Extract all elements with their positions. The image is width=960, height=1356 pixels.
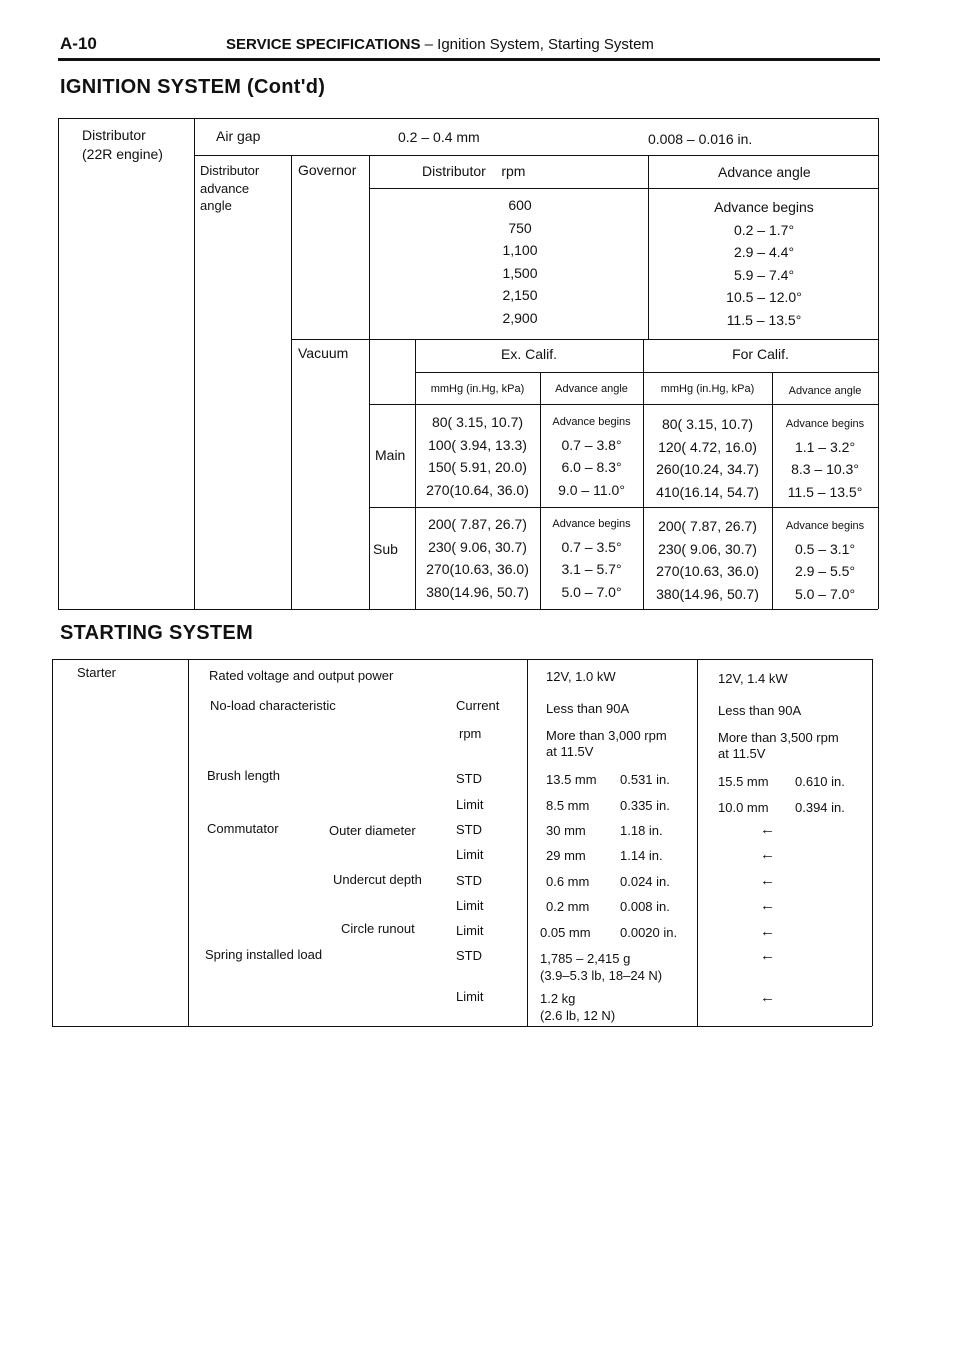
governor-rpm-header: Distributor rpm [422, 163, 526, 179]
pressure-value: 410(16.14, 54.7) [656, 483, 759, 500]
angle-value: 2.9 – 5.5° [794, 563, 856, 579]
pressure-value: 200( 7.87, 26.7) [658, 518, 757, 534]
brush-std-v2a: 15.5 mm [718, 774, 769, 789]
noload-current-sub: Current [456, 698, 500, 713]
spring-std-v1 [540, 950, 662, 984]
spring-limit-sub: Limit [456, 989, 484, 1004]
table-line [58, 609, 878, 610]
angle-value: 0.7 – 3.5° [561, 538, 622, 555]
brush-limit-v1a: 8.5 mm [546, 798, 590, 813]
ignition-section-title: IGNITION SYSTEM (Cont'd) [60, 76, 326, 98]
header-title-rest: – Ignition System, Starting System [420, 36, 654, 53]
angle-value: 8.3 – 10.3° [791, 461, 859, 477]
distributor-label [82, 126, 163, 164]
pressure-value: 230( 9.06, 30.7) [428, 538, 527, 555]
table-line [369, 188, 878, 189]
od-std-v1b: 1.18 in. [620, 823, 663, 838]
sub-ex-angle [540, 513, 643, 603]
angle-value: Advance begins [785, 520, 865, 532]
od-std-sub: STD [456, 822, 482, 837]
component-line: (22R engine) [82, 146, 163, 162]
angle-value: 6.0 – 8.3° [561, 459, 622, 475]
rpm-value: 750 [508, 219, 532, 236]
rated-v1: 12V, 1.0 kW [546, 669, 616, 684]
angle-value: 0.5 – 3.1° [794, 540, 856, 557]
noload-rpm-sub: rpm [459, 726, 482, 741]
table-line [52, 659, 872, 660]
angle-value: 5.0 – 7.0° [794, 585, 856, 602]
value-line: More than 3,000 rpm [546, 728, 667, 743]
value-line: (3.9–5.3 lb, 18–24 N) [540, 968, 663, 983]
advance-line: Distributor [200, 163, 260, 178]
angle-value: 5.0 – 7.0° [561, 583, 622, 600]
brush-std-v1a: 13.5 mm [546, 772, 597, 787]
noload-rpm-v2 [718, 730, 839, 762]
value-line: 1,785 – 2,415 g [540, 951, 631, 966]
ex-calif-header: Ex. Calif. [500, 346, 557, 362]
same-as-left-arrow: ← [760, 846, 775, 863]
angle-value: Advance begins [714, 199, 814, 215]
pressure-value: 230( 9.06, 30.7) [658, 540, 757, 557]
same-as-left-arrow: ← [760, 897, 775, 914]
brush-label: Brush length [207, 768, 280, 783]
main-for-pressure [643, 413, 772, 503]
table-line [58, 118, 878, 119]
noload-current-v2: Less than 90A [718, 703, 802, 718]
governor-angle-header: Advance angle [718, 164, 811, 180]
angle-value: 1.1 – 3.2° [794, 438, 856, 455]
rpm-value: 1,500 [502, 264, 538, 281]
uc-limit-v1b: 0.008 in. [620, 899, 670, 914]
undercut-depth-label: Undercut depth [333, 872, 422, 887]
air-gap-in: 0.008 – 0.016 in. [648, 131, 753, 147]
rated-v2: 12V, 1.4 kW [718, 671, 788, 686]
value-line: at 11.5V [718, 746, 766, 761]
uc-limit-sub: Limit [456, 898, 484, 913]
same-as-left-arrow: ← [760, 947, 775, 964]
noload-label: No-load characteristic [210, 698, 336, 713]
table-line [415, 372, 878, 373]
angle-value: 2.9 – 4.4° [733, 244, 795, 260]
table-line [52, 659, 53, 1026]
table-line [58, 118, 59, 609]
rpm-value: 2,900 [502, 309, 538, 326]
runout-v1b: 0.0020 in. [620, 925, 678, 940]
main-ex-pressure [415, 411, 540, 501]
pressure-value: 380(14.96, 50.7) [656, 585, 759, 602]
value-line: at 11.5V [546, 744, 594, 759]
spring-label: Spring installed load [205, 947, 323, 962]
pressure-value: 100( 3.94, 13.3) [428, 436, 527, 453]
governor-angle-values [694, 196, 834, 331]
rpm-value: 2,150 [502, 287, 538, 303]
table-line [527, 659, 528, 1026]
rpm-value: 600 [508, 197, 532, 213]
for-pressure-subheader: mmHg (in.Hg, kPa) [660, 383, 755, 395]
table-line [872, 659, 873, 1026]
value-line: 1.2 kg [540, 991, 576, 1006]
pressure-value: 150( 5.91, 20.0) [428, 459, 527, 475]
table-line [369, 507, 878, 508]
commutator-label: Commutator [207, 821, 279, 836]
angle-value: Advance begins [552, 416, 631, 428]
pressure-value: 260(10.24, 34.7) [656, 461, 759, 477]
angle-value: 11.5 – 13.5° [787, 483, 863, 500]
table-line [369, 404, 878, 405]
spring-std-sub: STD [456, 948, 482, 963]
noload-rpm-v1 [546, 728, 667, 760]
angle-value: 0.7 – 3.8° [561, 436, 622, 453]
table-line [291, 155, 292, 609]
table-line [697, 659, 698, 1026]
air-gap-label: Air gap [216, 128, 261, 144]
advance-line: advance [200, 180, 250, 196]
angle-value: 9.0 – 11.0° [558, 481, 625, 498]
angle-value: Advance begins [785, 418, 865, 430]
table-line [369, 155, 370, 609]
page-code: A-10 [60, 34, 97, 53]
uc-std-v1a: 0.6 mm [546, 874, 590, 889]
pressure-value: 270(10.63, 36.0) [426, 561, 529, 577]
main-ex-angle [540, 411, 643, 501]
brush-std-v1b: 0.531 in. [620, 772, 670, 787]
starting-section-title: STARTING SYSTEM [60, 622, 254, 644]
od-limit-v1b: 1.14 in. [620, 848, 663, 863]
starter-label: Starter [77, 665, 117, 680]
brush-limit-sub: Limit [456, 797, 484, 812]
value-line: (2.6 lb, 12 N) [540, 1008, 616, 1023]
brush-std-sub: STD [456, 771, 482, 786]
air-gap-mm: 0.2 – 0.4 mm [398, 129, 480, 145]
brush-limit-v2b: 0.394 in. [795, 800, 845, 815]
table-line [194, 155, 878, 156]
brush-std-v2b: 0.610 in. [795, 774, 845, 789]
od-limit-sub: Limit [456, 847, 484, 862]
brush-limit-v1b: 0.335 in. [620, 798, 670, 813]
angle-value: 11.5 – 13.5° [726, 311, 802, 328]
table-line [878, 118, 879, 609]
angle-value: 10.5 – 12.0° [726, 289, 802, 305]
vacuum-label: Vacuum [298, 345, 349, 361]
angle-value: 5.9 – 7.4° [733, 266, 795, 283]
table-line [291, 339, 878, 340]
table-line [188, 659, 189, 1026]
governor-label: Governor [298, 162, 357, 178]
rpm-value: 1,100 [502, 242, 538, 258]
runout-sub: Limit [456, 923, 484, 938]
sub-ex-pressure [415, 513, 540, 603]
table-line [52, 1026, 872, 1027]
sub-label: Sub [373, 541, 398, 557]
od-std-v1a: 30 mm [546, 823, 586, 838]
sub-for-pressure [643, 515, 772, 605]
uc-std-v1b: 0.024 in. [620, 874, 670, 889]
table-line [648, 155, 649, 339]
same-as-left-arrow: ← [760, 989, 775, 1006]
header-title-main: SERVICE SPECIFICATIONS [226, 36, 421, 53]
uc-limit-v1a: 0.2 mm [546, 899, 590, 914]
pressure-value: 200( 7.87, 26.7) [428, 516, 527, 532]
same-as-left-arrow: ← [760, 821, 775, 838]
main-for-angle [772, 413, 878, 503]
for-angle-subheader: Advance angle [788, 385, 862, 397]
for-calif-header: For Calif. [732, 346, 789, 362]
circle-runout-label: Circle runout [341, 921, 415, 936]
uc-std-sub: STD [456, 873, 482, 888]
same-as-left-arrow: ← [760, 923, 775, 940]
ex-angle-subheader: Advance angle [555, 383, 628, 395]
page-header-title [226, 36, 654, 53]
pressure-value: 120( 4.72, 16.0) [658, 438, 757, 455]
pressure-value: 270(10.64, 36.0) [426, 481, 529, 498]
component-line: Distributor [82, 127, 146, 143]
spring-limit-v1 [540, 990, 615, 1024]
runout-v1a: 0.05 mm [540, 925, 591, 940]
table-line [194, 118, 195, 609]
angle-value: 3.1 – 5.7° [561, 561, 622, 577]
header-rule [58, 58, 880, 61]
pressure-value: 380(14.96, 50.7) [426, 583, 529, 600]
main-label: Main [375, 447, 406, 463]
outer-diameter-label: Outer diameter [329, 823, 416, 838]
sub-for-angle [772, 515, 878, 605]
rated-label: Rated voltage and output power [209, 668, 394, 683]
same-as-left-arrow: ← [760, 872, 775, 889]
pressure-value: 80( 3.15, 10.7) [661, 416, 754, 432]
brush-limit-v2a: 10.0 mm [718, 800, 769, 815]
distributor-advance-label [200, 162, 259, 215]
ex-pressure-subheader: mmHg (in.Hg, kPa) [430, 383, 525, 395]
value-line: More than 3,500 rpm [718, 730, 839, 745]
advance-line: angle [200, 198, 232, 213]
noload-current-v1: Less than 90A [546, 701, 630, 716]
od-limit-v1a: 29 mm [546, 848, 586, 863]
pressure-value: 80( 3.15, 10.7) [431, 414, 524, 430]
angle-value: Advance begins [552, 518, 631, 530]
angle-value: 0.2 – 1.7° [733, 221, 795, 238]
governor-rpm-values [470, 194, 570, 329]
pressure-value: 270(10.63, 36.0) [656, 563, 759, 579]
